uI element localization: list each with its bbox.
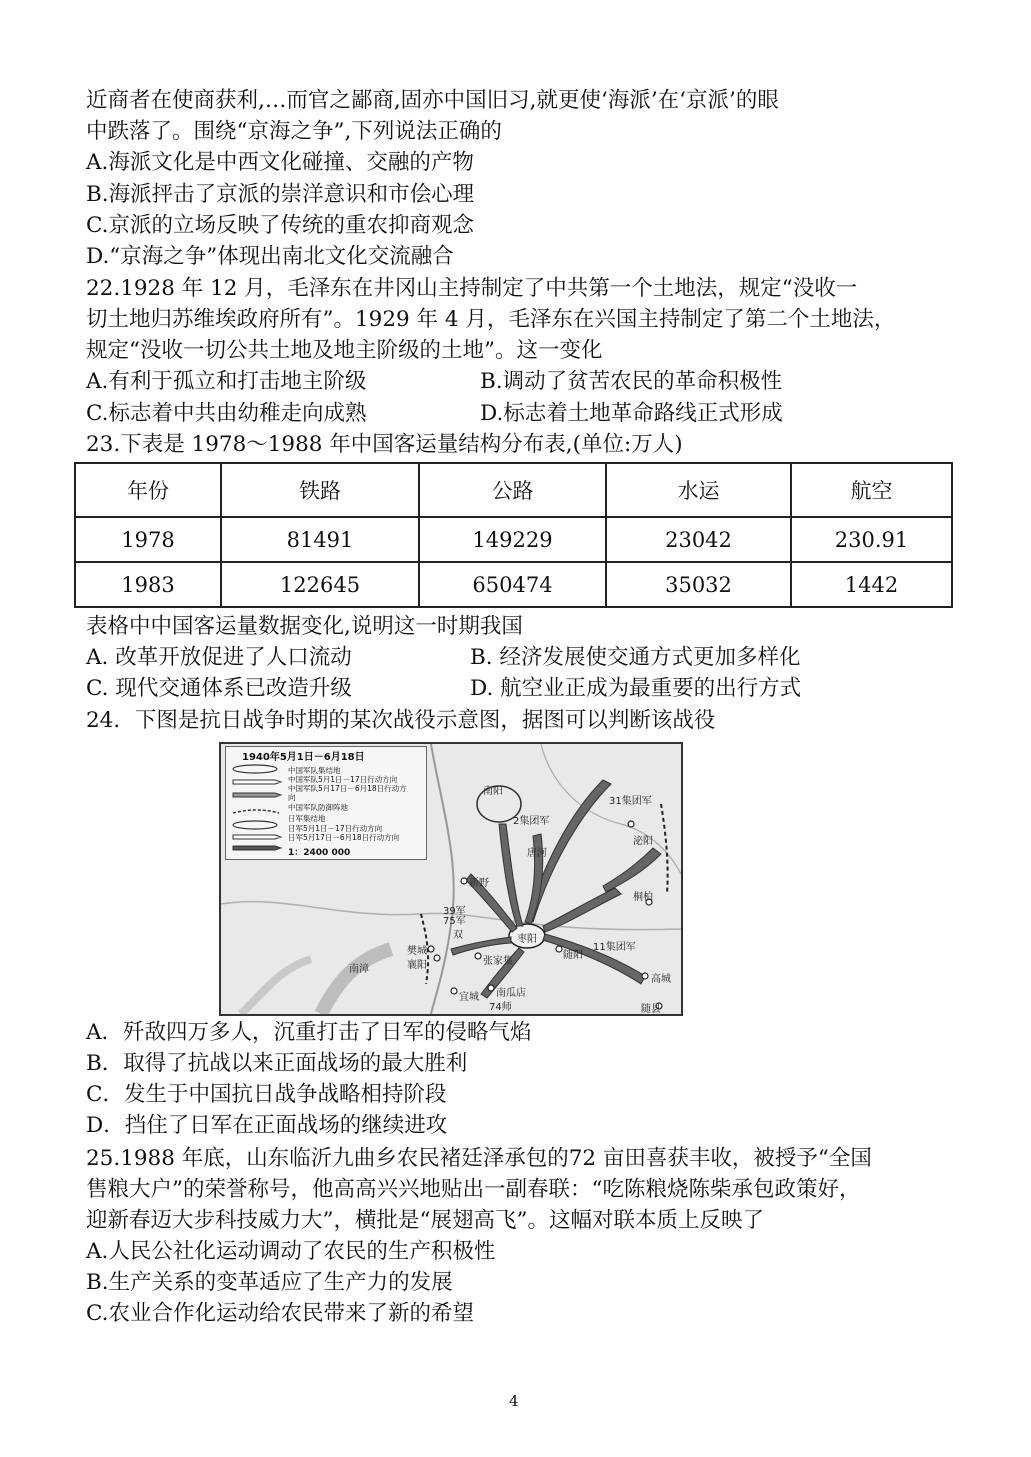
- header-year: 年份: [75, 463, 221, 517]
- table-row: [75, 517, 952, 562]
- legend-item: 中国军队集结地: [288, 766, 341, 775]
- place-label: 双: [453, 930, 463, 941]
- q23-option-b: B. 经济发展使交通方式更加多样化: [470, 645, 801, 670]
- place-label: 75军: [443, 916, 466, 927]
- place-label: 11集团军: [593, 942, 636, 953]
- legend-item: 向: [288, 793, 296, 802]
- q22-option-a: A.有利于孤立和打击地主阶级: [86, 369, 367, 394]
- header-road: 公路: [419, 463, 606, 517]
- map-legend: [225, 746, 427, 860]
- place-label: 宜城: [459, 992, 479, 1003]
- question-23-tail: 表格中中国客运量数据变化,说明这一时期我国: [86, 614, 523, 639]
- q25-option-c: C.农业合作化运动给农民带来了新的希望: [86, 1301, 475, 1326]
- place-label: 南阳: [483, 786, 503, 797]
- q23-option-c: C. 现代交通体系已改造升级: [86, 676, 352, 701]
- place-label: 张家集: [483, 956, 513, 967]
- legend-title: 1940年5月1日－6月18日: [242, 752, 365, 763]
- place-label: 泌阳: [633, 836, 653, 847]
- place-label: 随县: [641, 1004, 661, 1015]
- question-25-stem: 25.1988 年底，山东临沂九曲乡农民褚廷泽承包的72 亩田喜获丰收，被授予“全国: [86, 1146, 872, 1171]
- table-cell: 81491: [221, 517, 419, 562]
- q24-option-b: B．取得了抗战以来正面战场的最大胜利: [86, 1051, 468, 1076]
- q22-option-d: D.标志着土地革命路线正式形成: [480, 401, 783, 426]
- q25-option-b: B.生产关系的变革适应了生产力的发展: [86, 1270, 453, 1295]
- table-cell: 1983: [75, 562, 221, 607]
- legend-item: 日军5月17日－6月18日行动方向: [288, 833, 400, 842]
- option-a: A.海派文化是中西文化碰撞、交融的产物: [86, 150, 474, 175]
- header-rail: 铁路: [221, 463, 419, 517]
- place-label: 31集团军: [609, 796, 652, 807]
- table-cell: 149229: [419, 517, 606, 562]
- place-label: 南瓜店: [496, 988, 526, 999]
- option-d: D.“京海之争”体现出南北文化交流融合: [86, 244, 454, 269]
- page-number: 4: [509, 1392, 519, 1410]
- table-cell: 1442: [791, 562, 952, 607]
- place-label: 枣阳: [517, 934, 537, 945]
- q25-option-a: A.人民公社化运动调动了农民的生产积极性: [86, 1239, 496, 1264]
- question-stem: 中跌落了。围绕“京海之争”,下列说法正确的: [86, 119, 502, 144]
- option-c: C.京派的立场反映了传统的重农抑商观念: [86, 213, 475, 238]
- place-label: 高城: [651, 974, 671, 985]
- q23-option-a: A. 改革开放促进了人口流动: [86, 645, 352, 670]
- question-23-stem: 23.下表是 1978～1988 年中国客运量结构分布表,(单位:万人): [86, 432, 683, 457]
- table-cell: 23042: [606, 517, 791, 562]
- map-scale: 1：2400 000: [288, 848, 351, 858]
- q23-option-d: D. 航空业正成为最重要的出行方式: [470, 676, 802, 701]
- place-label: 桐柏: [633, 892, 653, 903]
- header-water: 水运: [606, 463, 791, 517]
- table-cell: 650474: [419, 562, 606, 607]
- legend-symbols: [229, 763, 285, 863]
- place-label: 樊城: [407, 946, 427, 957]
- q22-option-b: B.调动了贫苦农民的革命积极性: [480, 369, 783, 394]
- question-22-stem-2: 切土地归苏维埃政府所有”。1929 年 4 月，毛泽东在兴国主持制定了第二个土地法，: [86, 307, 896, 332]
- legend-item: 日军集结地: [288, 814, 326, 823]
- place-label: 襄阳: [407, 960, 427, 971]
- text-line: 近商者在使商获利,…而官之鄙商,固亦中国旧习,就更使‘海派’在‘京派’的眼: [86, 88, 779, 113]
- place-label: 唐河: [527, 848, 547, 859]
- q22-option-c: C.标志着中共由幼稚走向成熟: [86, 401, 367, 426]
- legend-item: 中国军队防御阵地: [288, 803, 348, 812]
- q24-option-a: A．歼敌四万多人，沉重打击了日军的侵略气焰: [86, 1020, 532, 1045]
- q24-option-c: C．发生于中国抗日战争战略相持阶段: [86, 1082, 447, 1107]
- question-24-stem: 24．下图是抗日战争时期的某次战役示意图，据图可以判断该战役: [86, 708, 716, 733]
- place-label: 随阳: [563, 950, 583, 961]
- table-cell: 122645: [221, 562, 419, 607]
- place-label: 新野: [469, 878, 489, 889]
- legend-item: 中国军队5月1日－17日行动方向: [288, 775, 398, 784]
- q24-option-d: D．挡住了日军在正面战场的继续进攻: [86, 1113, 448, 1138]
- place-label: 2集团军: [513, 816, 550, 827]
- legend-item: 日军5月1日－17日行动方向: [288, 824, 383, 833]
- place-label: 39军: [443, 906, 466, 917]
- place-label: 南漳: [349, 964, 369, 975]
- question-22-stem: 22.1928 年 12 月，毛泽东在井冈山主持制定了中共第一个土地法，规定“没收一: [86, 276, 858, 301]
- table-row: [75, 562, 952, 607]
- question-25-stem-2: 售粮大户”的荣誉称号，他高高兴兴地贴出一副春联：“吃陈粮烧陈柴承包政策好，: [86, 1177, 861, 1202]
- table-cell: 230.91: [791, 517, 952, 562]
- question-25-stem-3: 迎新春迈大步科技威力大”，横批是“展翅高飞”。这幅对联本质上反映了: [86, 1208, 764, 1233]
- option-b: B.海派抨击了京派的崇洋意识和市侩心理: [86, 182, 475, 207]
- passenger-volume-table: [74, 462, 953, 608]
- legend-item: 中国军队5月17日－6月18日行动方: [288, 784, 407, 793]
- question-22-stem-3: 规定“没收一切公共土地及地主阶级的土地”。这一变化: [86, 338, 603, 363]
- header-air: 航空: [791, 463, 952, 517]
- table-header-row: [75, 463, 952, 517]
- place-label: 74师: [489, 1002, 512, 1013]
- table-cell: 35032: [606, 562, 791, 607]
- table-cell: 1978: [75, 517, 221, 562]
- battle-map: [219, 742, 683, 1016]
